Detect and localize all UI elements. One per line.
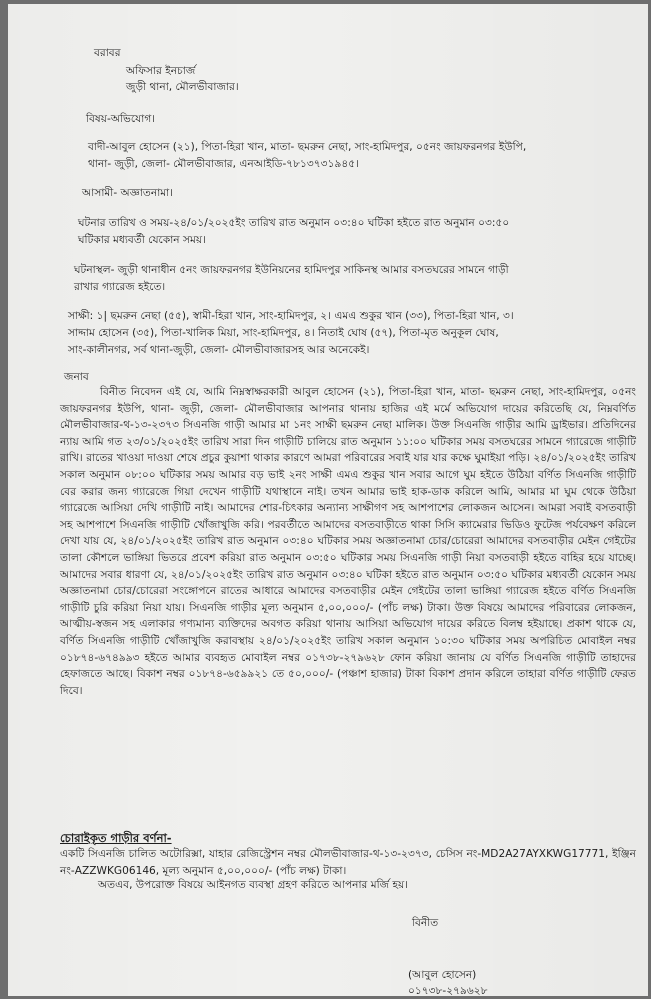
witnesses-line-3: সাং-কালীনগর, সর্ব থানা-জুড়ী, জেলা- মৌলভীবাজারসহ আর অনেকেই। xyxy=(68,344,370,356)
addressee-to: বরাবর xyxy=(94,47,121,59)
complaint-letter-page xyxy=(8,4,648,996)
addressee-officer: অফিসার ইনচার্জ xyxy=(126,65,196,77)
accused: আসামী- অজ্ঞাতনামা। xyxy=(82,187,174,199)
sign-off: বিনীত xyxy=(412,917,439,929)
signature-name: (আবুল হোসেন) xyxy=(408,969,477,981)
addressee-station: জুড়ী থানা, মৌলভীবাজার। xyxy=(126,81,239,93)
subject: বিষয়-অভিযোগ। xyxy=(86,113,156,125)
incident-time-line-1: ঘটনার তারিখ ও সময়-২৪/০১/২০২৫ইং তারিখ রাত অনুমান ০৩:৪০ ঘটিকা হইতে রাত অনুমান ০৩:৫০ xyxy=(78,217,510,229)
witnesses-line-2: সাদ্দাম হোসেন (৩৫), পিতা-খালিক মিয়া, সাং-হামিদপুর, ৪। নিতাই ঘোষ (৫৭), পিতা-মৃত অনুকূল ঘোষ, xyxy=(68,327,499,339)
plaintiff-line-2: থানা- জুড়ী, জেলা- মৌলভীবাজার, এনআইডি-৭৮১৩৭৩১৯৪৫। xyxy=(88,158,359,170)
stolen-vehicle-description: একটি সিএনজি চালিত অটোরিক্সা, যাহার রেজিস্ট্রেশন নম্বর মৌলভীবাজার-থ-১৩-২৩৭৩, চেসিস নং-MD2A27AYXKWG17771, ইঞ্জিন নং-AZZWKG06146, মূল্য অনুমান ৫,০০,০০০/- (পাঁচ লক্ষ) টাকা। xyxy=(60,848,636,877)
complaint-body: বিনীত নিবেদন এই যে, আমি নিম্নস্বাক্ষরকারী আবুল হোসেন (২১), পিতা-হিরা খান, মাতা- ছমরুন নেছা, সাং-হামিদপুর, ০৫নং জায়ফরনগর ইউপি, থানা- জুড়ী, জেলা- মৌলভীবাজার আপনার থানায় হাজির এই মর্মে অভিযোগ দায়ের করিতেছি যে, নিম্নবর্ণিত মৌলভীবাজার-থ-১৩-২৩৭৩ সিএনজি গাড়ী আমার মা ১নং সাক্ষী ছমরুন নেছা মালিক। উক্ত সিএনজি গাড়ীর আমি ড্রাইভার। প্রতিদিনের ন্যায় আমি গত ২৩/০১/২০২৫ইং তারিখ সারা দিন গাড়ীটি চালিয়ে রাত অনুমান ১১:০০ ঘটিকার সময় বসতঘরের সামনে গ্যারেজে গাড়ীটি রাখি। রাতের খাওয়া দাওয়া শেষে প্রচুর কুয়াশা থাকার কারণে আমরা পরিবারের সবাই যার যার কক্ষে ঘুমাইয়া পড়ি। ২৪/০১/২০২৫ইং তারিখ সকাল অনুমান ০৮:০০ ঘটিকার সময় আমার বড় ভাই ২নং সাক্ষী এমএ শুকুর খান সবার আগে ঘুম হইতে উঠিয়া বর্ণিত সিএনজি গাড়ীটি বের করার জন্য গ্যারেজে গিয়া দেখেন গাড়ীটি যথাস্থানে নাই। তখন আমার ভাই হাক-ডাক করিলে আমি, আমার মা ঘুম থেকে উঠিয়া গ্যারেজে আসিয়া দেখি গাড়ীটি নাই। আমাদের শোর-চিৎকার অন্যান্য সাক্ষীগণ সহ আশপাশের লোকজন আসেন। আমরা সবাই বসতবাড়ী সহ আশপাশে সিএনজি গাড়ীটি খোঁজাখুজি করি। পরবর্তীতে আমাদের বসতবাড়ীতে থাকা সিসি ক্যামেরার ভিডিও ফুটেজ পর্যবেক্ষণ করিলে দেখা যায় যে, ২৪/০১/২০২৫ইং তারিখ রাত অনুমান ০৩:৪০ ঘটিকার সময় অজ্ঞাতনামা চোর/চোরেরা আমাদের বসতবাড়ীর মেইন গেইটের তালা কৌশলে ভাঙ্গিয়া ভিতরে প্রবেশ করিয়া রাত অনুমান ০৩:৫০ ঘটিকার সময় সিএনজি গাড়ী নিয়া বসতবাড়ী হইতে বাহির হয়ে যাচ্ছে। আমাদের সবার ধারণা যে, ২৪/০১/২০২৫ইং তারিখ রাত অনুমান ০৩:৪০ ঘটিকা হইতে রাত অনুমান ০৩:৫০ ঘটিকার মধ্যবর্তী যেকোন সময় অজ্ঞাতনামা চোর/চোরেরা সংঙ্গোপনে রাতের আধারে আমাদের বসতবাড়ীর মেইন গেইটের তালা ভাঙ্গিয়া গ্যারেজ হইতে বর্ণিত সিএনজি গাড়ীটি চুরি করিয়া নিয়া যায়। সিএনজি গাড়ীর মূল্য অনুমান ৫,০০,০০০/- (পাঁচ লক্ষ) টাকা। উক্ত বিষয়ে আমাদের পরিবারের লোকজন, আত্মীয়-স্বজন সহ এলাকার গণ্যমান্য ব্যক্তিদের অবগত করিয়া থানায় আসিয়া অভিযোগ দায়ের করিতে বিলম্ব হইয়াছে। প্রকাশ থাকে যে, বর্ণিত সিএনজি গাড়ীটি খোঁজাখুজি করাবস্থায় ২৪/০১/২০২৫ইং তারিখ সকাল অনুমান ১০:৩০ ঘটিকার সময় অপরিচিত মোবাইল নম্বর ০১৮৭৪-৬৭৪৯৯৩ হইতে আমার ব্যবহৃত মোবাইল নম্বর ০১৭৩৮-২৭৯৬২৮ ফোন করিয়া জানায় যে বর্ণিত সিএনজি গাড়ীটি তাহাদের হেফাজতে আছে। বিকাশ নম্বর ০১৮৭৪-৬৫৯৯২১ তে ৫০,০০০/- (পঞ্চাশ হাজার) টাকা বিকাশ প্রদান করিলে তাহারা বর্ণিত গাড়ীটি ফেরত দিবে। xyxy=(60,386,636,697)
incident-place-line-1: ঘটনাস্থল- জুড়ী থানাধীন ৫নং জায়ফরনগর ইউনিয়নের হামিদপুর সাকিনস্থ আমার বসতঘরের সামনে গাড়ী xyxy=(74,264,509,276)
incident-place-line-2: রাখার গ্যারেজ হইতে। xyxy=(74,281,166,293)
salutation: জনাব xyxy=(64,371,89,383)
incident-time-line-2: ঘটিকার মধ্যবর্তী যেকোন সময়। xyxy=(78,234,206,246)
closing-request: অতএব, উপরোক্ত বিষয়ে আইনগত ব্যবস্থা গ্রহণ করিতে আপনার মর্জি হয়। xyxy=(98,879,409,891)
signature-phone: ০১৭৩৮-২৭৯৬২৮ xyxy=(408,985,488,996)
plaintiff-line-1: বাদী-আবুল হোসেন (২১), পিতা-হিরা খান, মাতা- ছমরুন নেছা, সাং-হামিদপুর, ০৫নং জায়ফরনগর ইউপি, xyxy=(88,141,527,153)
stolen-vehicle-heading: চোরাইকৃত গাড়ীর বর্ণনা- xyxy=(60,831,172,845)
witnesses-line-1: সাক্ষী: ১| ছমরুন নেছা (৫৫), স্বামী-হিরা খান, সাং-হামিদপুর, ২। এমএ শুকুর খান (৩৩), পিতা-হিরা খান, ৩। xyxy=(68,310,514,322)
